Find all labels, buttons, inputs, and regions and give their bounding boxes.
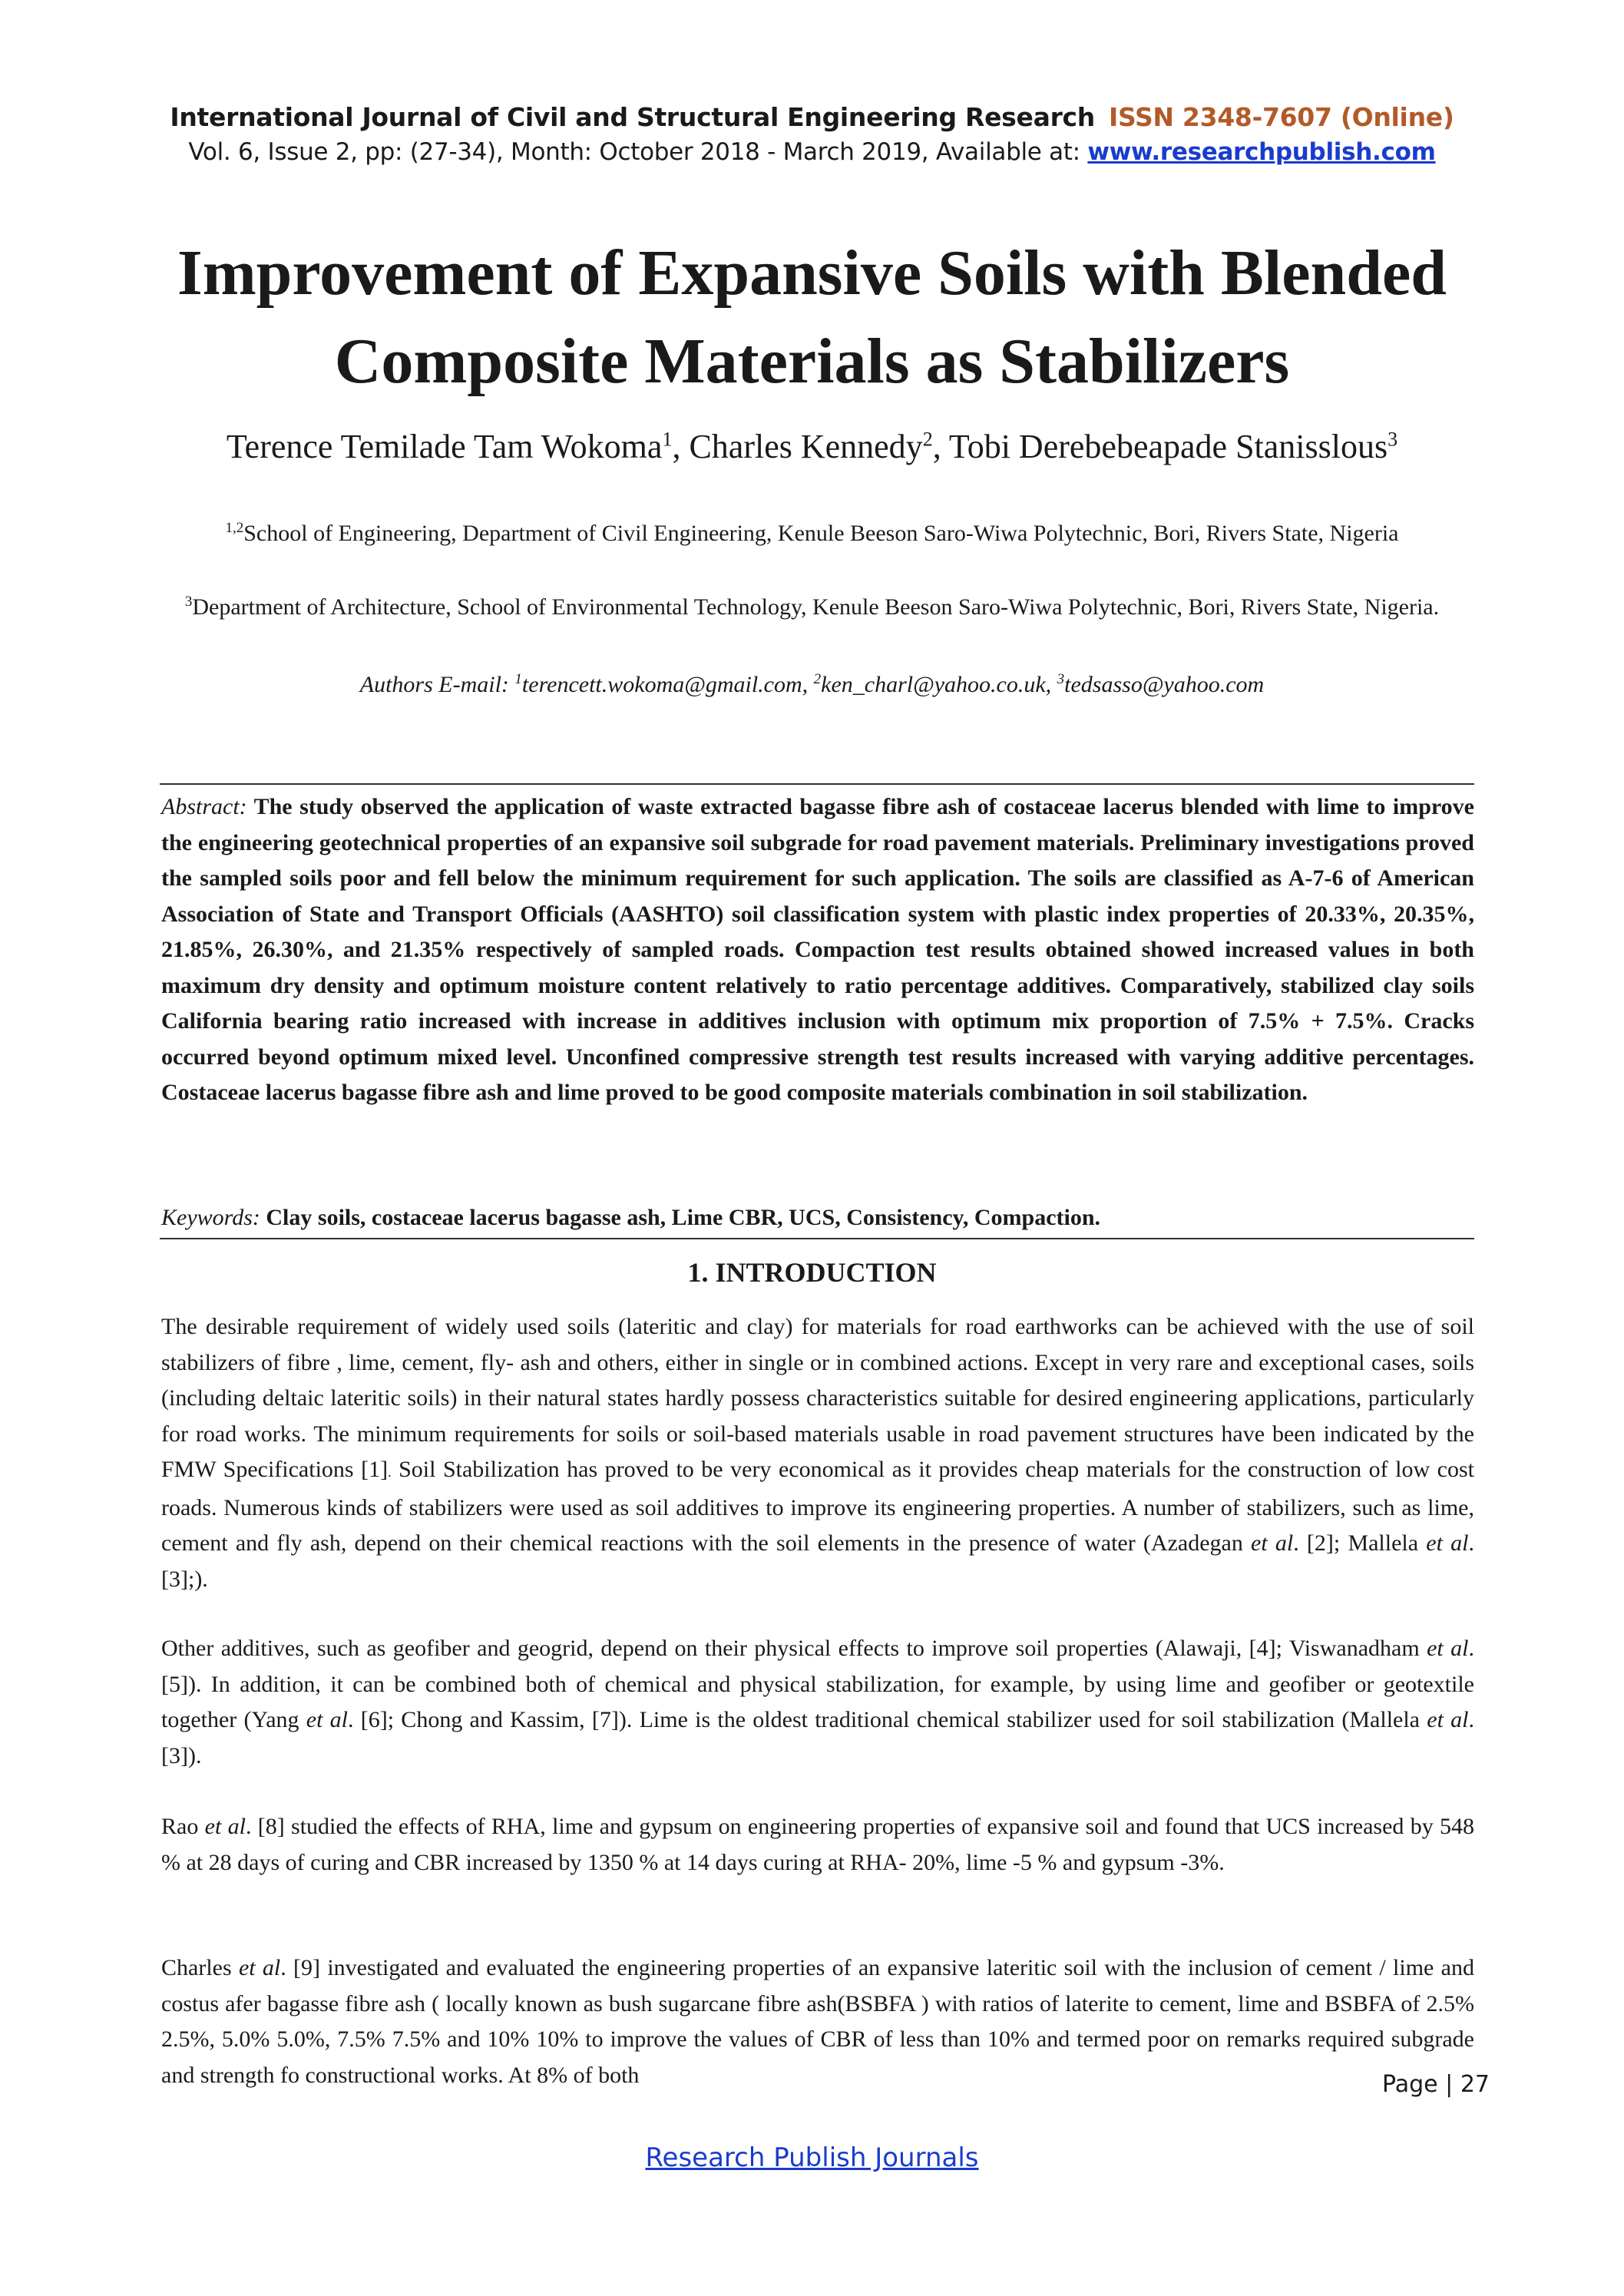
emails-label: Authors E-mail: [359, 672, 509, 697]
keywords-bottom-rule [160, 1238, 1474, 1239]
author-sup: 1 [662, 428, 673, 451]
issue-info: Vol. 6, Issue 2, pp: (27-34), Month: October 2018 - March 2019, Available at: [188, 138, 1088, 166]
para-text: et al [238, 1955, 281, 1980]
para-text: . [6]; Chong and Kassim, [7]). Lime is the oldest traditional chemical stabilizer used for soil stabilization (Mallela [348, 1707, 1427, 1732]
email-address: terencett.wokoma@gmail.com, [521, 672, 809, 697]
para-text: Charles [161, 1955, 239, 1980]
para-text: The desirable requirement of widely used soils (lateritic and clay) for materials for road earthworks can be achieved with the use of soil stabilizers of fibre , lime, cement, fly- ash and others, either in single or in combined actions. Except in very rare and exceptional cases, soils (including deltaic lateritic soils) in their natural states hardly possess characteristics suitable for desired engineering applications, particularly for road works. The minimum requirements for soils or soil-based materials usable in road pavement structures have been indicated by the FMW Specifications [1] [161, 1314, 1474, 1482]
affiliation-1-sup: 1,2 [225, 520, 244, 536]
para-text: . [388, 1464, 392, 1480]
email-sup: 1 [514, 671, 522, 687]
intro-paragraph-1 [161, 1309, 1474, 1597]
intro-paragraph-4 [161, 1950, 1474, 2093]
author-name: Tobi Derebebeapade Stanisslous [948, 428, 1388, 465]
section-heading-introduction: 1. INTRODUCTION [687, 1257, 937, 1288]
abstract [161, 789, 1474, 1111]
affiliation-2-sup: 3 [184, 594, 193, 610]
keywords [161, 1200, 1474, 1236]
email-sup: 3 [1057, 671, 1065, 687]
page-number: Page | 27 [1382, 2071, 1490, 2098]
journal-name: International Journal of Civil and Structural Engineering Research [170, 102, 1095, 132]
email-address: tedsasso@yahoo.com [1064, 672, 1265, 697]
author-sup: 2 [922, 428, 933, 451]
author-list: Terence Temilade Tam Wokoma$^1$, Charles Kennedy$^2$, Tobi Derebebeapade Stanisslous$^3$ [226, 428, 1398, 465]
para-text: . [5]). In addition, it can be combined both of chemical and physical stabilization, for example, by using lime and geofiber or geotextile together (Yang [161, 1636, 1474, 1732]
author-emails [0, 671, 1624, 698]
para-text: et al [204, 1814, 246, 1839]
footer [0, 2142, 1624, 2173]
title-line-2: Composite Materials as Stabilizers [334, 326, 1290, 397]
para-text: et al [306, 1707, 348, 1732]
abstract-text: The study observed the application of waste extracted bagasse fibre ash of costaceae lacerus blended with lime to improve the engineering geotechnical properties of an expansive soil subgrade for road pavement materials. Preliminary investigations proved the sampled soils poor and fell below the minimum requirement for such application. The soils are classified as A-7-6 of American Association of State and Transport Officials (AASHTO) soil classification system with plastic index properties of 20.33%, 20.35%, 21.85%, 26.30%, and 21.35% respectively of sampled roads. Compaction test results obtained showed increased values in both maximum dry density and optimum moisture content relatively to ratio percentage additives. Comparatively, stabilized clay soils California bearing ratio increased with increase in additives inclusion with optimum mix proportion of 7.5% + 7.5%. Cracks occurred beyond optimum mixed level. Unconfined compressive strength test results increased with varying additive percentages. Costaceae lacerus bagasse fibre ash and lime proved to be good composite materials combination in soil stabilization. [161, 794, 1474, 1105]
issue-info-line [0, 138, 1624, 166]
para-text: . [9] investigated and evaluated the engineering properties of an expansive lateritic soil with the inclusion of cement / lime and costus afer bagasse fibre ash ( locally known as bush sugarcane fibre ash(BSBFA ) with ratios of laterite to cement, lime and BSBFA of 2.5% 2.5%, 5.0% 5.0%, 7.5% 7.5% and 10% 10% to improve the values of CBR of less than 10% and termed poor on remarks required subgrade and strength fo constructional works. At 8% of both [161, 1955, 1474, 2088]
journal-website-link[interactable]: www.researchpublish.com [1087, 138, 1436, 166]
para-text: . [8] studied the effects of RHA, lime and gypsum on engineering properties of expansive soil and found that UCS increased by 548 % at 28 days of curing and CBR increased by 1350 % at 14 days curing at RHA- 20%, lime -5 % and gypsum -3%. [161, 1814, 1474, 1875]
keywords-text: Clay soils, costaceae lacerus bagasse ash, Lime CBR, UCS, Consistency, Compaction. [266, 1205, 1101, 1230]
affiliation-2-text: Department of Architecture, School of Environmental Technology, Kenule Beeson Saro-Wiwa Polytechnic, Bori, Rivers State, Nigeria. [192, 594, 1440, 620]
affiliation-1 [161, 510, 1463, 552]
affiliation-1-text: School of Engineering, Department of Civil Engineering, Kenule Beeson Saro-Wiwa Polytechnic, Bori, Rivers State, Nigeria [243, 521, 1399, 546]
para-text: et al [1427, 1707, 1469, 1732]
email-address: ken_charl@yahoo.co.uk, [821, 672, 1052, 697]
intro-paragraph-3 [161, 1809, 1474, 1881]
journal-header [0, 102, 1624, 132]
para-text: . [2]; Mallela [1293, 1530, 1427, 1556]
para-text: . [3]). [161, 1707, 1474, 1768]
author-name: Terence Temilade Tam Wokoma [226, 428, 663, 465]
para-text: Rao [161, 1814, 205, 1839]
abstract-label: Abstract: [161, 794, 247, 819]
issn-label: ISSN 2348-7607 (Online) [1109, 102, 1454, 132]
para-text: et al [1427, 1636, 1469, 1661]
keywords-label: Keywords: [161, 1205, 260, 1230]
affiliation-2 [161, 584, 1463, 626]
intro-paragraph-2 [161, 1631, 1474, 1774]
para-text: et al [1251, 1530, 1294, 1556]
paper-title [92, 229, 1532, 405]
para-text: . [3];). [161, 1530, 1474, 1592]
abstract-top-rule [160, 783, 1474, 785]
para-text: Soil Stabilization has proved to be very economical as it provides cheap materials for the construction of low cost roads. Numerous kinds of stabilizers were used as soil additives to improve its engineering properties. A number of stabilizers, such as lime, cement and fly ash, depend on their chemical reactions with the soil elements in the presence of water (Azadegan [161, 1457, 1474, 1556]
title-line-1: Improvement of Expansive Soils with Blended [177, 237, 1447, 309]
email-sup: 2 [813, 671, 822, 687]
para-text: et al [1426, 1530, 1469, 1556]
author-sup: 3 [1388, 428, 1398, 451]
author-name: Charles Kennedy [689, 428, 923, 465]
publisher-link[interactable]: Research Publish Journals [645, 2142, 979, 2173]
para-text: Other additives, such as geofiber and geogrid, depend on their physical effects to improve soil properties (Alawaji, [4]; Viswanadham [161, 1636, 1427, 1661]
